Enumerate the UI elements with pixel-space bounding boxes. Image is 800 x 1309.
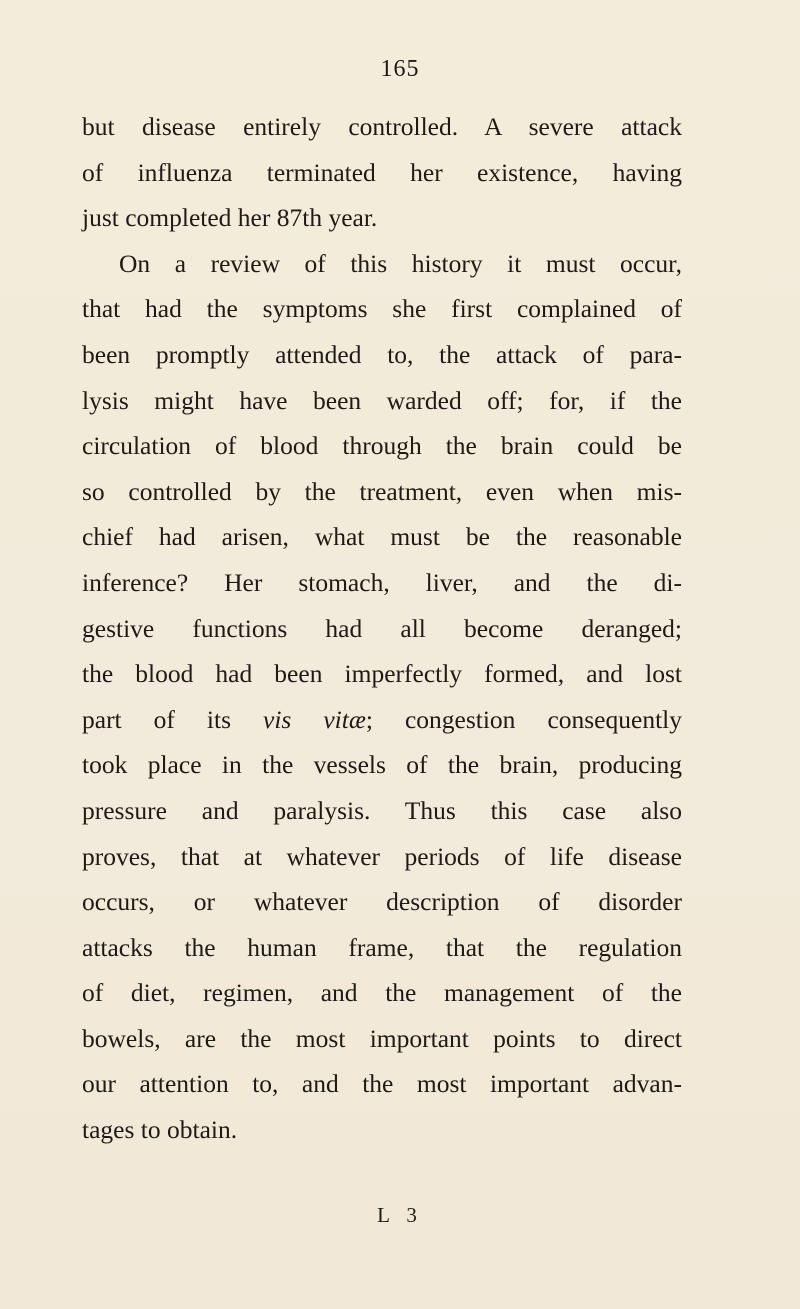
text-line: occurs, or whatever description of disorder xyxy=(82,887,682,917)
text-line: that had the symptoms she first complained of xyxy=(82,294,682,324)
text-line-with-italic xyxy=(82,697,682,743)
text-line: bowels, are the most important points to direct xyxy=(82,1023,682,1053)
text-line: of diet, regimen, and the management of the xyxy=(82,978,682,1008)
text-line: of influenza terminated her existence, having xyxy=(82,157,682,187)
text-line: attacks the human frame, that the regulation xyxy=(82,932,682,962)
text-segment: part of its xyxy=(82,704,264,734)
text-line: chief had arisen, what must be the reasonable xyxy=(82,522,682,552)
paragraph-start-line: On a review of this history it must occur, xyxy=(119,248,682,278)
text-line: took place in the vessels of the brain, producing xyxy=(82,750,682,780)
page-number: 165 xyxy=(380,56,420,82)
text-line: inference? Her stomach, liver, and the di- xyxy=(82,567,682,597)
italic-latin-phrase: vis vitæ xyxy=(263,704,366,734)
text-line: but disease entirely controlled. A severe attack xyxy=(82,112,682,141)
body-text xyxy=(82,104,682,1153)
text-line: just completed her 87th year. xyxy=(82,203,378,233)
text-line: gestive functions had all become deranged; xyxy=(82,613,682,643)
text-line: been promptly attended to, the attack of para- xyxy=(82,339,682,369)
text-line: so controlled by the treatment, even when mis- xyxy=(82,476,682,506)
text-segment: ; congestion consequently xyxy=(365,704,682,734)
text-line: proves, that at whatever periods of life disease xyxy=(82,841,682,871)
text-line: tages to obtain. xyxy=(82,1115,238,1145)
signature-mark: L 3 xyxy=(377,1203,423,1227)
text-line: circulation of blood through the brain could be xyxy=(82,431,682,461)
text-line: the blood had been imperfectly formed, and lost xyxy=(82,659,682,689)
text-line: pressure and paralysis. Thus this case also xyxy=(82,795,682,825)
text-line: lysis might have been warded off; for, if the xyxy=(82,385,682,415)
text-line: our attention to, and the most important advan- xyxy=(82,1069,682,1099)
